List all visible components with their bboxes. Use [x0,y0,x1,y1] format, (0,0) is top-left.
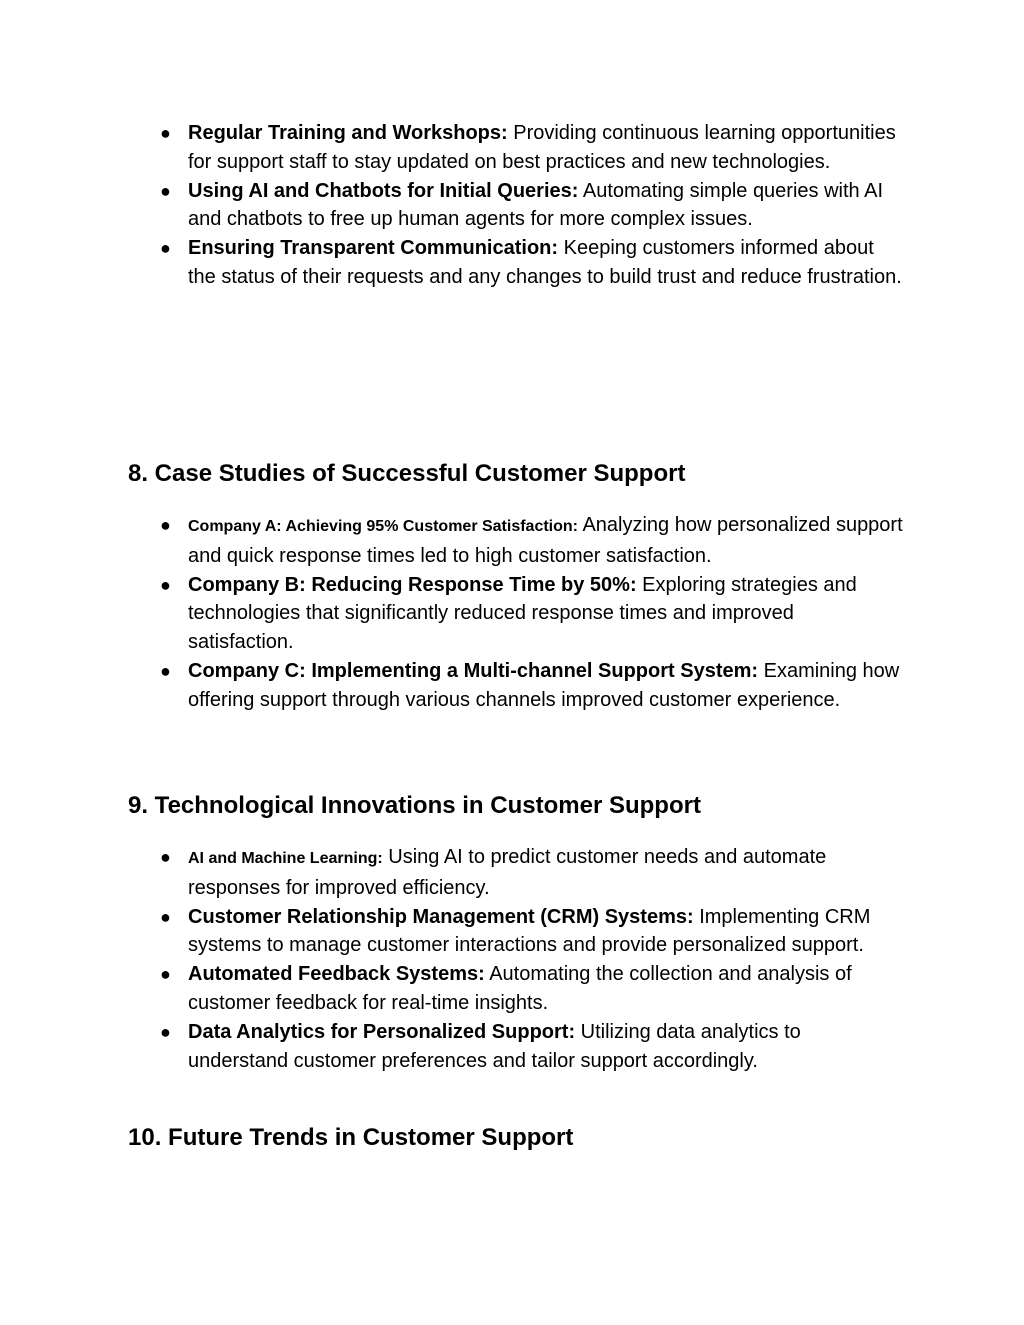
item-term: Company C: Implementing a Multi-channel Support System: [188,659,759,682]
list-item [160,511,905,571]
item-text: Keeping customers informed about the status of their requests and any changes to build trust and reduce frustration. [188,237,902,288]
item-text: Exploring strategies and technologies that significantly reduced response times and improved satisfaction. [188,573,857,654]
item-text: Using AI to predict customer needs and automate responses for improved efficiency. [188,846,827,899]
item-text: Automating the collection and analysis of customer feedback for real-time insights. [188,963,852,1014]
intro-bullet-list [160,119,905,292]
bullet-icon: ● [160,660,171,681]
item-term: Company B: Reducing Response Time by 50%: [188,573,637,596]
section-8-heading: 8. Case Studies of Successful Customer Support [128,460,686,487]
bullet-icon: ● [160,906,171,927]
list-item [160,1018,905,1076]
item-text: Examining how offering support through various channels improved customer experience. [188,659,900,711]
item-term: Company A: Achieving 95% Customer Satisfaction: [188,518,578,535]
item-text: Analyzing how personalized support and quick response times led to high customer satisfaction. [188,514,903,567]
list-item [160,177,905,235]
item-term: Customer Relationship Management (CRM) Systems: [188,905,694,928]
item-text: Utilizing data analytics to understand customer preferences and tailor support accordingly. [188,1020,801,1072]
item-term: Regular Training and Workshops: [188,122,508,144]
bullet-icon: ● [160,574,171,595]
bullet-icon: ● [160,847,171,867]
bullet-icon: ● [160,515,171,535]
section-8-bullet-list [160,511,905,715]
item-term: Using AI and Chatbots for Initial Queries: [188,179,579,202]
item-term: AI and Machine Learning: [188,850,383,867]
list-item [160,234,905,292]
list-item [160,119,905,177]
bullet-icon: ● [160,1021,171,1042]
section-10-heading: 10. Future Trends in Customer Support [128,1124,574,1151]
list-item [160,571,905,657]
list-item [160,903,905,961]
item-term: Ensuring Transparent Communication: [188,237,559,260]
bullet-icon: ● [160,123,171,143]
item-term: Data Analytics for Personalized Support: [188,1020,576,1043]
item-text: Automating simple queries with AI and chatbots to free up human agents for more complex issues. [188,179,884,231]
item-text: Providing continuous learning opportunities for support staff to stay updated on best practices and new technologies. [188,122,896,173]
bullet-icon: ● [160,964,171,985]
bullet-icon: ● [160,180,171,201]
bullet-icon: ● [160,238,171,259]
item-term: Automated Feedback Systems: [188,963,485,986]
list-item [160,657,905,715]
list-item [160,843,905,903]
item-text: Implementing CRM systems to manage customer interactions and provide personalized support. [188,905,871,957]
list-item [160,960,905,1018]
section-9-bullet-list [160,843,905,1075]
section-9-heading: 9. Technological Innovations in Customer Support [128,792,701,819]
